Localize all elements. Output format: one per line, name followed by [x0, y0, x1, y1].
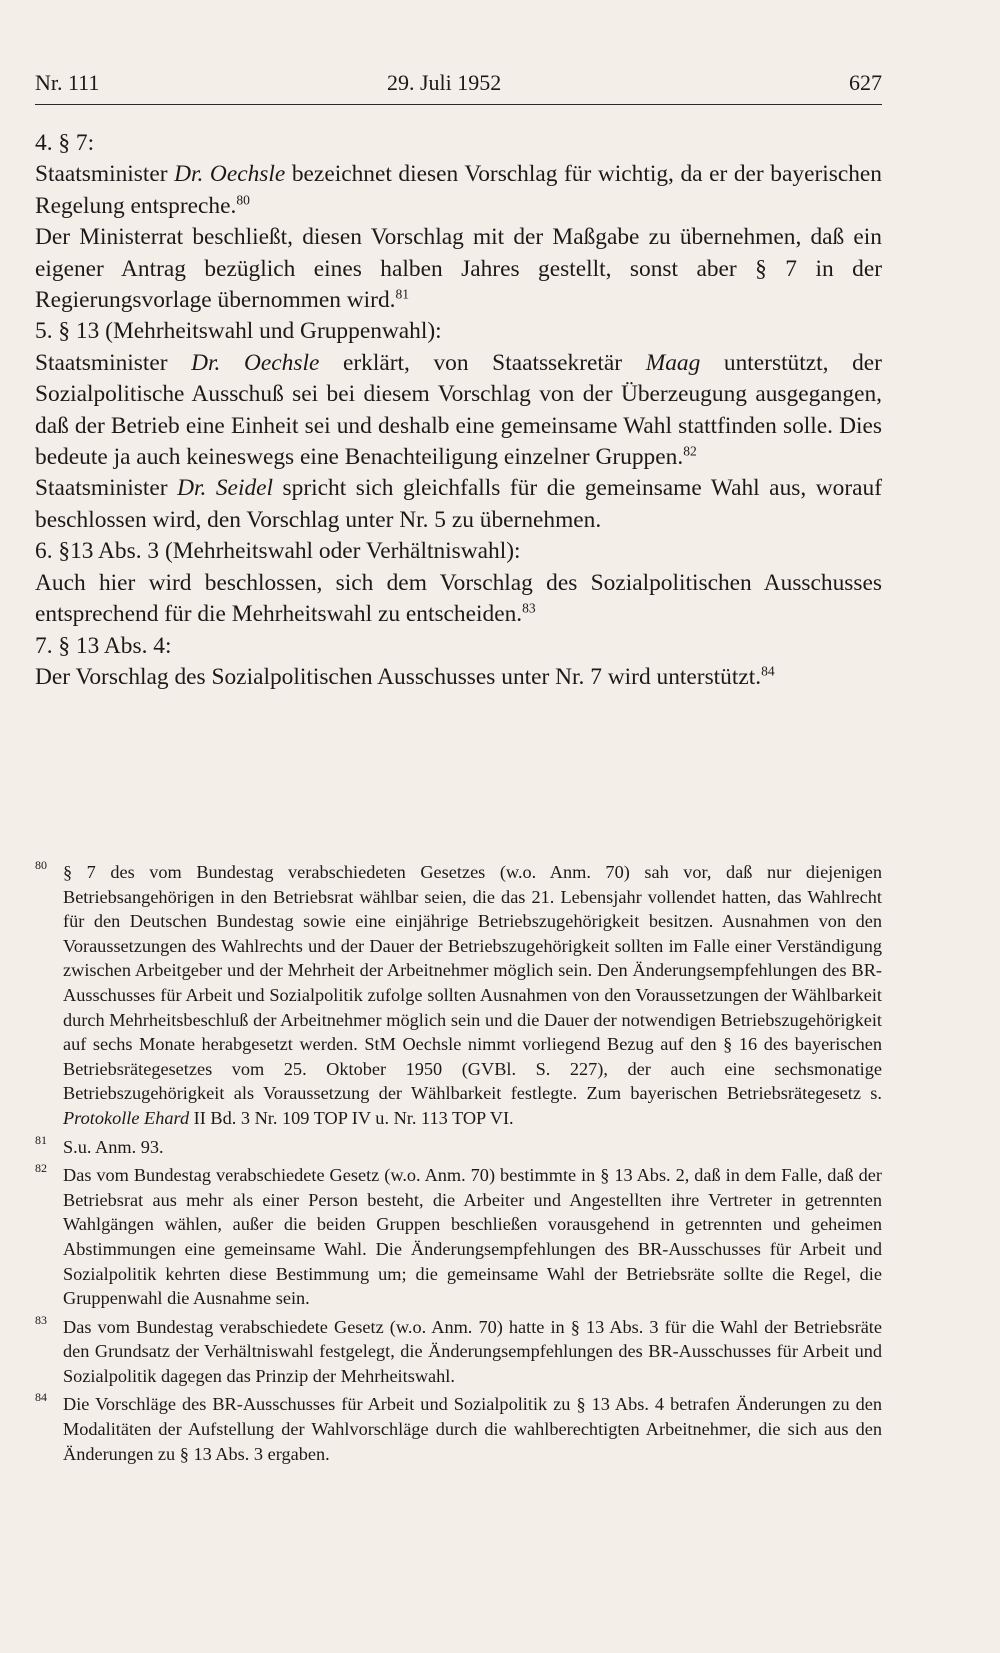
footnote-number: 82: [35, 1161, 47, 1176]
paragraph: Staatsminister Dr. Oechsle erklärt, von Staatssekretär Maag unterstützt, der Sozialpolitische Ausschuß sei bei diesem Vorschlag von der Überzeugung ausgegangen, daß der Betrieb eine Einheit sei und deshalb eine gemeinsame Wahl stattfinden solle. Dies bedeute ja auch keineswegs eine Benachteiligung einzelner Gruppen.$^{82}$: [35, 349, 882, 471]
paragraph: 6. §13 Abs. 3 (Mehrheitswahl oder Verhältniswahl):: [35, 538, 521, 565]
footnote-ref[interactable]: 83: [522, 600, 536, 616]
person-name: Maag: [645, 349, 701, 376]
footnote: 83 Das vom Bundestag verabschiedete Gesetz (w.o. Anm. 70) hatte in § 13 Abs. 3 für die Wahl der Betriebsräte den Grundsatz der Verhältniswahl festgelegt, die Änderungsempfehlungen des BR-Ausschusses für Arbeit und Sozialpolitik dagegen das Prinzip der Mehrheitswahl.: [35, 1315, 882, 1389]
person-name: Dr. Seidel: [177, 475, 274, 502]
paragraph: Der Ministerrat beschließt, diesen Vorschlag mit der Maßgabe zu übernehmen, daß ein eigener Antrag bezüglich eines halben Jahres gestellt, sonst aber § 7 in der Regierungsvorlage übernommen wird.$^{81}$: [35, 224, 882, 314]
footnote-number: 84: [35, 1390, 47, 1405]
paragraph: Der Vorschlag des Sozialpolitischen Ausschusses unter Nr. 7 wird unterstützt.$^{84}$: [35, 663, 775, 690]
paragraph: 7. § 13 Abs. 4:: [35, 632, 172, 659]
person-name: Dr. Oechsle: [191, 349, 320, 376]
footnote-ref[interactable]: 81: [395, 286, 410, 302]
footnote-number: 81: [35, 1132, 47, 1147]
footnote-ref[interactable]: 84: [761, 663, 775, 679]
page-number: 627: [849, 70, 882, 95]
paragraph: Staatsminister Dr. Oechsle bezeichnet diesen Vorschlag für wichtig, da er der bayerischen Regelung entspreche.$^{80}$: [35, 161, 882, 219]
paragraph: 4. § 7:: [35, 130, 95, 156]
footnote-number: 83: [35, 1312, 47, 1327]
paragraph: Staatsminister Dr. Seidel spricht sich gleichfalls für die gemeinsame Wahl aus, worauf beschlossen wird, den Vorschlag unter Nr. 5 zu übernehmen.: [35, 475, 882, 533]
footnote: 81 S.u. Anm. 93.: [35, 1135, 882, 1160]
main-text: [35, 128, 882, 693]
footnotes: [35, 860, 882, 1470]
document-number: Nr. 111: [35, 70, 100, 95]
paragraph: Auch hier wird beschlossen, sich dem Vorschlag des Sozialpolitischen Ausschusses entsprechend für die Mehrheitswahl zu entscheiden.$^{83}$: [35, 569, 882, 628]
paragraph: 5. § 13 (Mehrheitswahl und Gruppenwahl):: [35, 318, 442, 345]
document-date: 29. Juli 1952: [387, 70, 502, 95]
footnote-number: 80: [35, 858, 47, 872]
footnote: 82 Das vom Bundestag verabschiedete Gesetz (w.o. Anm. 70) bestimmte in § 13 Abs. 2, daß in dem Falle, daß der Betriebsrat aus mehr als einer Person besteht, die Arbeiter und Angestellten ihre Vertreter in getrennten Wahlgängen wählen, außer die beiden Gruppen beschließen vorausgehend in getrennten und geheimen Abstimmungen eine gemeinsame Wahl. Die Änderungsempfehlungen des BR-Ausschusses für Arbeit und Sozialpolitik kehrten diese Bestimmung um; die gemeinsame Wahl der Betriebsräte sollte die Regel, die Gruppenwahl die Ausnahme sein.: [35, 1163, 882, 1311]
footnote: 80 § 7 des vom Bundestag verabschiedeten Gesetzes (w.o. Anm. 70) sah vor, daß nur diejenigen Betriebsangehörigen in den Betriebsrat wählbar seien, die das 21. Lebensjahr vollendet hatten, das Wahlrecht für den Deutschen Bundestag sowie eine einjährige Betriebszugehörigkeit besitzen. Ausnahmen von den Voraussetzungen des Wahlrechts und der Dauer der Betriebszugehörigkeit sollten im Falle einer Verständigung zwischen Arbeitgeber und der Mehrheit der Arbeitnehmer möglich sein. Den Änderungsempfehlungen des BR-Ausschusses für Arbeit und Sozialpolitik zufolge sollten Ausnahmen von den Voraussetzungen der Wählbarkeit durch Mehrheitsbeschluß der Arbeitnehmer möglich sein und die Dauer der notwendigen Betriebszugehörigkeit auf sechs Monate herabgesetzt werden. StM Oechsle nimmt vorliegend Bezug auf den § 16 des bayerischen Betriebsrätegesetzes vom 25. Oktober 1950 (GVBl. S. 227), der auch eine sechsmonatige Betriebszugehörigkeit als Voraussetzung der Wählbarkeit festlegte. Zum bayerischen Betriebsrätegesetz s. Protokolle Ehard II Bd. 3 Nr. 109 TOP IV u. Nr. 113 TOP VI.: [35, 860, 882, 1131]
footnote: 84 Die Vorschläge des BR-Ausschusses für Arbeit und Sozialpolitik zu § 13 Abs. 4 betrafen Änderungen zu den Modalitäten der Aufstellung der Wahlvorschläge durch die wahlberechtigten Arbeitnehmer, die sich aus den Änderungen zu § 13 Abs. 3 ergaben.: [35, 1392, 882, 1466]
page-header: [35, 64, 882, 105]
footnote-ref[interactable]: 82: [683, 443, 697, 459]
cited-work: Protokolle Ehard: [63, 1107, 190, 1128]
person-name: Dr. Oechsle: [174, 161, 286, 188]
footnote-ref[interactable]: 80: [236, 192, 250, 208]
